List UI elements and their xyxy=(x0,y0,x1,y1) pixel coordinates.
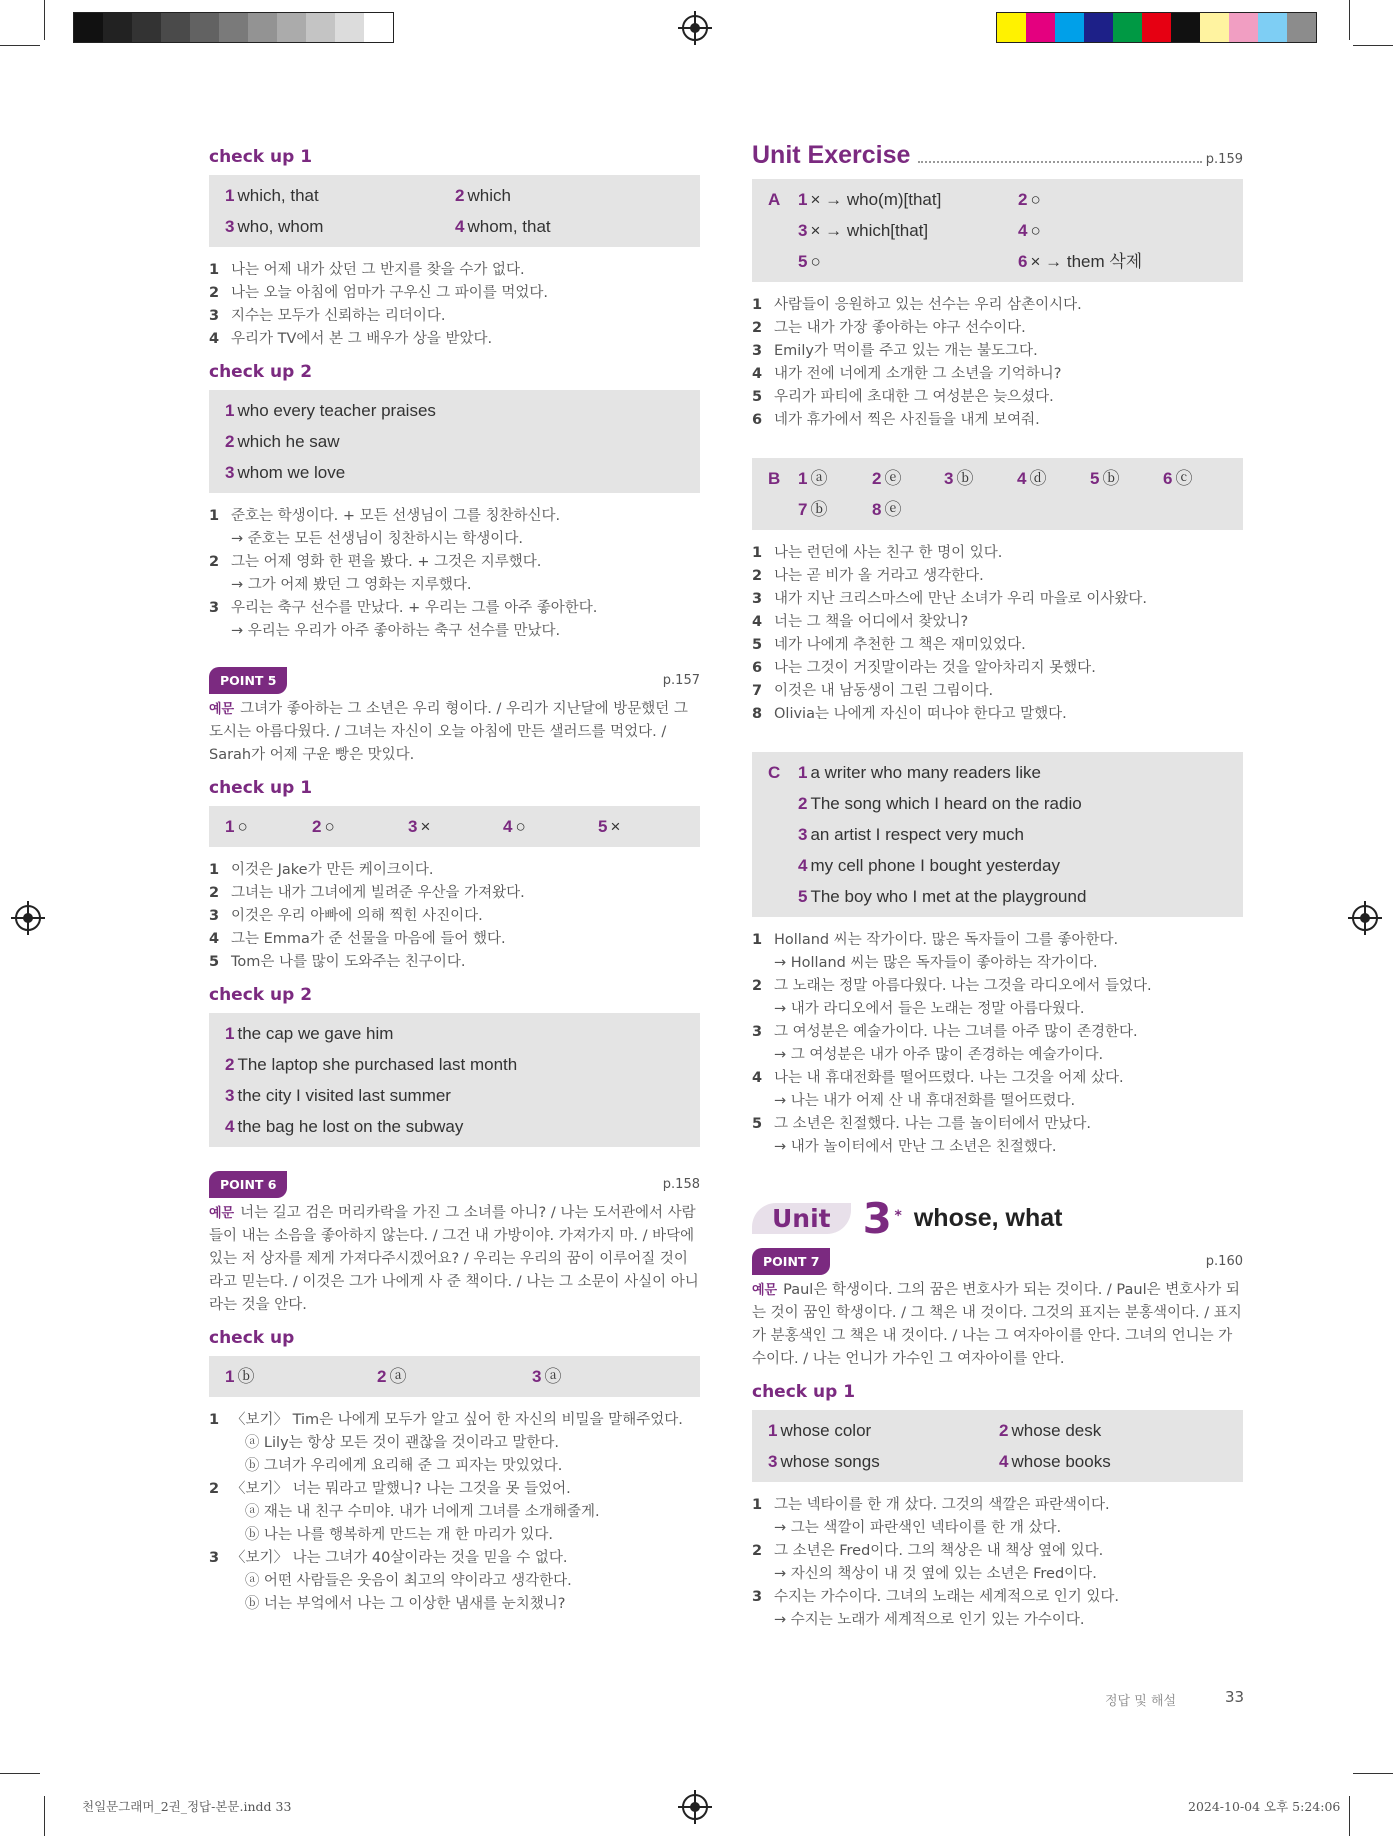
dotted-leader xyxy=(918,161,1201,163)
answer-box: 1 who every teacher praises 2 which he saw 3 whom we love xyxy=(209,390,700,493)
answer-box: 1 ⓑ 2 ⓐ 3 ⓐ xyxy=(209,1356,700,1397)
exercise-b-box: B 1 ⓐ 2 ⓔ 3 ⓑ 4 ⓓ 5 ⓑ 6 ⓒ 7 ⓑ 8 ⓔ xyxy=(752,458,1243,530)
list-item: 3 내가 지난 크리스마스에 만난 소녀가 우리 마을로 이사왔다. xyxy=(752,591,1148,607)
list-item: 6 나는 그것이 거짓말이라는 것을 알아차리지 못했다. xyxy=(752,660,1096,676)
list-item: 2 그는 어제 영화 한 편을 봤다. + 그것은 지루했다. → 그가 어제 봤던 그 영화는 지루했다. xyxy=(209,554,542,593)
point-header xyxy=(752,1248,1243,1275)
crop-mark xyxy=(1349,1796,1350,1836)
crop-mark xyxy=(1349,0,1350,40)
page-reference: p.157 xyxy=(662,673,700,688)
item-number: 3 xyxy=(225,217,235,236)
list-item: 7 이것은 내 남동생이 그린 그림이다. xyxy=(752,683,994,699)
list-item: 5 Tom은 나를 많이 도와주는 친구이다. xyxy=(209,954,466,970)
unit-exercise-title: Unit Exercise xyxy=(752,141,911,169)
crop-mark xyxy=(0,1773,40,1774)
section-heading: check up xyxy=(209,1328,295,1348)
point-header xyxy=(209,1171,700,1198)
translation-list xyxy=(752,542,1243,726)
exercise-c-box: C 1 a writer who many readers like 2 The song which I heard on the radio 3 an artist I respect very much 4 my cell phone I bought yesterday 5 The boy who I met at the playground xyxy=(752,752,1243,917)
crop-mark xyxy=(1353,1773,1393,1774)
section-heading: check up 2 xyxy=(209,362,313,382)
answer-text: which xyxy=(467,186,511,205)
list-item: 2 그녀는 내가 그녀에게 빌려준 우산을 가져왔다. xyxy=(209,885,525,901)
point-header xyxy=(209,667,700,694)
list-item: 1 나는 어제 내가 샀던 그 반지를 찾을 수가 없다. xyxy=(209,262,525,278)
item-number: 2 xyxy=(455,186,465,205)
page-reference: p.158 xyxy=(662,1177,700,1192)
list-item: 5 우리가 파티에 초대한 그 여성분은 늦으셨다. xyxy=(752,389,1054,405)
grayscale-bar xyxy=(73,12,394,43)
list-item: 4 우리가 TV에서 본 그 배우가 상을 받았다. xyxy=(209,331,493,347)
unit-banner xyxy=(752,1194,1243,1243)
point-tag: POINT 7 xyxy=(752,1248,830,1275)
crop-mark xyxy=(44,0,45,40)
unit-name: whose, what xyxy=(913,1204,1063,1232)
page-number: 33 xyxy=(1225,1688,1245,1706)
translation-list xyxy=(752,929,1243,1159)
list-item: 3 그 여성분은 예술가이다. 나는 그녀를 아주 많이 존경한다. → 그 여성분은 내가 아주 많이 존경하는 예술가이다. xyxy=(752,1024,1138,1063)
section-heading: check up 1 xyxy=(209,778,313,798)
list-item: 5 네가 나에게 추천한 그 책은 재미있었다. xyxy=(752,637,1026,653)
list-item: 1 이것은 Jake가 만든 케이크이다. xyxy=(209,862,434,878)
exercise-letter: A xyxy=(768,190,781,209)
translation-list xyxy=(209,859,700,974)
list-item: 6 네가 휴가에서 찍은 사진들을 내게 보여줘. xyxy=(752,412,1040,428)
list-item: 2 나는 오늘 아침에 엄마가 구우신 그 파이를 먹었다. xyxy=(209,285,549,301)
list-item: 3 〈보기〉 나는 그녀가 40살이라는 것을 믿을 수 없다. ⓐ 어떤 사람들은 웃음이 최고의 약이라고 생각한다. ⓑ 너는 부엌에서 나는 그 이상한 냄새를 눈치챘니? xyxy=(209,1550,572,1612)
translation-list xyxy=(752,1494,1243,1632)
example-paragraph: 예문 Paul은 학생이다. 그의 꿈은 변호사가 되는 것이다. / Paul은 변호사가 되는 것이 꿈인 학생이다. / 그 책은 내 것이다. 그것의 표지는 분홍색이다. / 표지가 분홍색인 그 책은 내 것이다. / 나는 그 여자아이를 안다. 그녀의 언니는 가수이다. / 나는 언니가 가수인 그 여자아이를 안다. xyxy=(752,1282,1242,1367)
answer-text: which, that xyxy=(237,186,319,205)
translation-list xyxy=(209,505,700,643)
list-item: 3 수지는 가수이다. 그녀의 노래는 세계적으로 인기 있다. → 수지는 노래가 세계적으로 인기 있는 가수이다. xyxy=(752,1589,1120,1628)
list-item: 2 〈보기〉 너는 뭐라고 말했니? 나는 그것을 못 들었어. ⓐ 재는 내 친구 수미야. 내가 너에게 그녀를 소개해줄게. ⓑ 나는 나를 행복하게 만드는 개 한 마리가 있다. xyxy=(209,1481,600,1543)
answer-text: whom, that xyxy=(467,217,551,236)
page-reference: p.160 xyxy=(1205,1254,1243,1269)
section-heading: check up 1 xyxy=(752,1382,856,1402)
list-item: 5 그 소년은 친절했다. 나는 그를 놀이터에서 만났다. → 내가 놀이터에서 만난 그 소년은 친절했다. xyxy=(752,1116,1092,1155)
translation-list xyxy=(752,294,1243,432)
list-item: 1 준호는 학생이다. + 모든 선생님이 그를 칭찬하신다. → 준호는 모든 선생님이 칭찬하시는 학생이다. xyxy=(209,508,561,547)
exercise-letter: B xyxy=(768,469,781,488)
color-bar xyxy=(996,12,1317,43)
unit-label: Unit xyxy=(752,1203,851,1234)
item-number: 4 xyxy=(455,217,465,236)
list-item: 1 〈보기〉 Tim은 나에게 모두가 알고 싶어 한 자신의 비밀을 말해주었다. ⓐ Lily는 항상 모든 것이 괜찮을 것이라고 말한다. ⓑ 그녀가 우리에게 요리해 준 그 피자는 맛있었다. xyxy=(209,1412,683,1474)
list-item: 4 나는 내 휴대전화를 떨어뜨렸다. 나는 그것을 어제 샀다. → 나는 내가 어제 산 내 휴대전화를 떨어뜨렸다. xyxy=(752,1070,1124,1109)
registration-mark-right xyxy=(1352,905,1378,931)
answer-box: 1 whose color 2 whose desk 3 whose songs 4 whose books xyxy=(752,1410,1243,1482)
right-column xyxy=(752,141,1243,1632)
section-label: 정답 및 해설 xyxy=(1105,1694,1177,1709)
list-item: 3 이것은 우리 아빠에 의해 찍힌 사진이다. xyxy=(209,908,483,924)
list-item: 4 그는 Emma가 준 선물을 마음에 들어 했다. xyxy=(209,931,506,947)
list-item: 8 Olivia는 나에게 자신이 떠나야 한다고 말했다. xyxy=(752,706,1067,722)
registration-mark-top xyxy=(682,15,708,41)
left-column xyxy=(209,146,700,1616)
list-item: 1 그는 넥타이를 한 개 샀다. 그것의 색깔은 파란색이다. → 그는 색깔이 파란색인 넥타이를 한 개 샀다. xyxy=(752,1497,1110,1536)
list-item: 1 사람들이 응원하고 있는 선수는 우리 삼촌이시다. xyxy=(752,297,1082,313)
list-item: 2 나는 곧 비가 올 거라고 생각한다. xyxy=(752,568,984,584)
translation-list xyxy=(209,259,700,351)
section-heading: check up 1 xyxy=(209,147,313,167)
list-item: 4 너는 그 책을 어디에서 찾았니? xyxy=(752,614,969,630)
list-item: 1 나는 런던에 사는 친구 한 명이 있다. xyxy=(752,545,1003,561)
point-tag: POINT 6 xyxy=(209,1171,287,1198)
example-paragraph: 예문 너는 길고 검은 머리카락을 가진 그 소녀를 아니? / 나는 도서관에서 사람들이 내는 소음을 좋아하지 않는다. / 그건 내 가방이야. 가져가지 마. / 바닥에 있는 저 상자를 제게 가져다주시겠어요? / 우리는 우리의 꿈이 이루어질 것이라고 믿는다. / 이것은 그가 나에게 사 준 책이다. / 나는 그 소문이 사실이 아니라는 것을 안다. xyxy=(209,1205,699,1313)
translation-list xyxy=(209,1409,700,1616)
crop-mark xyxy=(1353,45,1393,46)
crop-mark xyxy=(0,45,40,46)
answer-text: who, whom xyxy=(237,217,324,236)
exercise-letter: C xyxy=(768,763,781,782)
list-item: 3 Emily가 먹이를 주고 있는 개는 불도그다. xyxy=(752,343,1038,359)
unit-star: * xyxy=(894,1208,902,1224)
registration-mark-bottom xyxy=(682,1794,708,1820)
section-heading: check up 2 xyxy=(209,985,313,1005)
item-number: 1 xyxy=(225,186,235,205)
unit-number: 3 * xyxy=(862,1194,902,1243)
answer-box: 1 ○ 2 ○ 3 × 4 ○ 5 × xyxy=(209,806,700,847)
list-item: 3 지수는 모두가 신뢰하는 리더이다. xyxy=(209,308,446,324)
answer-box: 1 the cap we gave him 2 The laptop she purchased last month 3 the city I visited last summer 4 the bag he lost on the subway xyxy=(209,1013,700,1147)
list-item: 1 Holland 씨는 작가이다. 많은 독자들이 그를 좋아한다. → Holland 씨는 많은 독자들이 좋아하는 작가이다. xyxy=(752,932,1119,971)
timestamp: 2024-10-04 오후 5:24:06 xyxy=(1188,1799,1341,1814)
point-tag: POINT 5 xyxy=(209,667,287,694)
crop-mark xyxy=(44,1796,45,1836)
list-item: 4 내가 전에 너에게 소개한 그 소년을 기억하니? xyxy=(752,366,1062,382)
file-name: 천일문그래머_2권_정답-본문.indd 33 xyxy=(82,1799,292,1814)
page-reference: p.159 xyxy=(1205,152,1243,167)
list-item: 2 그 소년은 Fred이다. 그의 책상은 내 책상 옆에 있다. → 자신의 책상이 내 것 옆에 있는 소년은 Fred이다. xyxy=(752,1543,1104,1582)
list-item: 3 우리는 축구 선수를 만났다. + 우리는 그를 아주 좋아한다. → 우리는 우리가 아주 좋아하는 축구 선수를 만났다. xyxy=(209,600,598,639)
list-item: 2 그 노래는 정말 아름다웠다. 나는 그것을 라디오에서 들었다. → 내가 라디오에서 들은 노래는 정말 아름다웠다. xyxy=(752,978,1152,1017)
exercise-a-box: A 1 × → who(m)[that] 2 ○ 3 × → which[that] 4 ○ 5 ○ 6 × → them 삭제 xyxy=(752,179,1243,282)
answer-box xyxy=(209,175,700,247)
registration-mark-left xyxy=(15,905,41,931)
unit-exercise-header xyxy=(752,141,1243,171)
example-paragraph: 예문 그녀가 좋아하는 그 소년은 우리 형이다. / 우리가 지난달에 방문했던 그 도시는 아름다웠다. / 그녀는 자신이 오늘 아침에 만든 샐러드를 먹었다. / Sarah가 어제 구운 빵은 맛있다. xyxy=(209,701,688,763)
list-item: 2 그는 내가 가장 좋아하는 야구 선수이다. xyxy=(752,320,1026,336)
